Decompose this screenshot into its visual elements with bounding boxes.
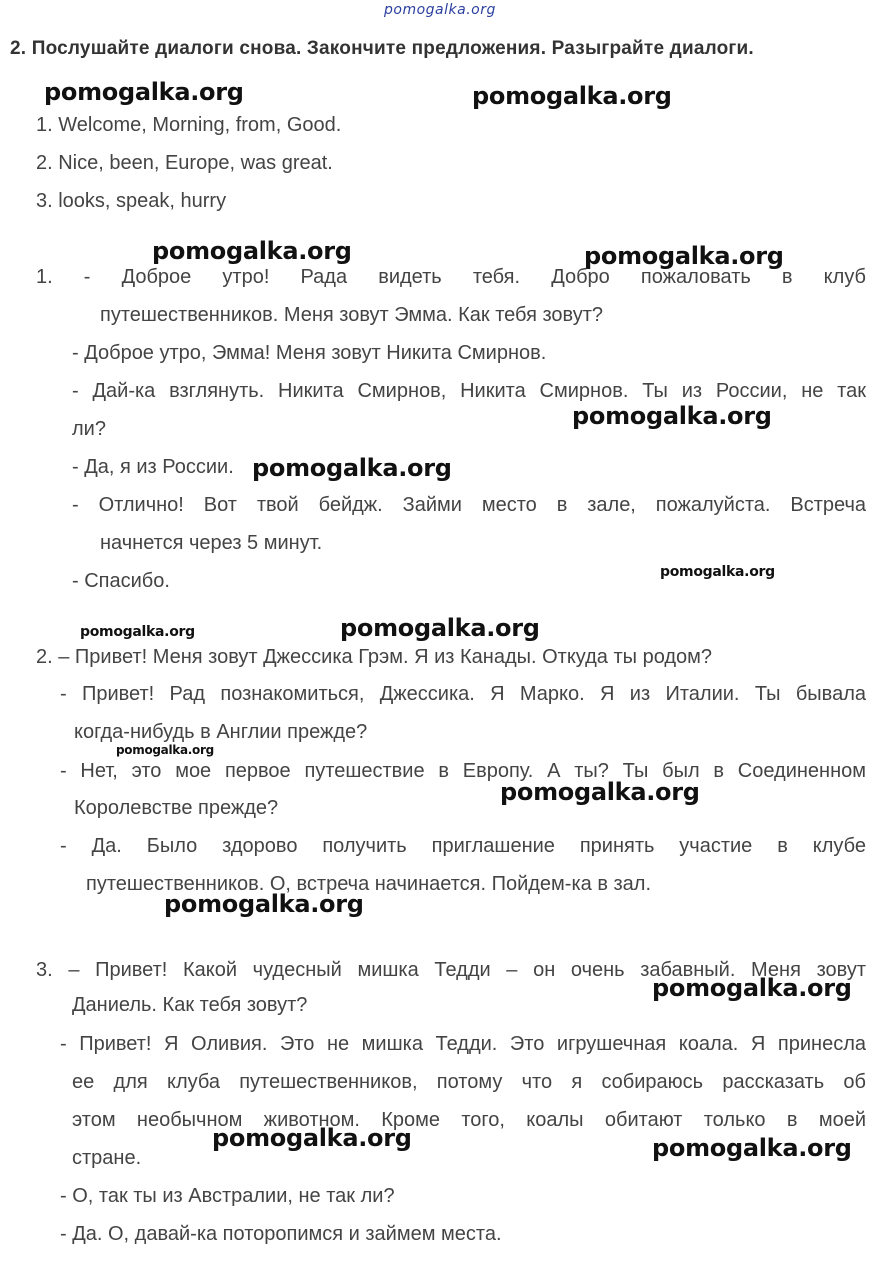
watermark: pomogalka.org [152,237,352,265]
dialogue-line: путешественников. О, встреча начинается. Пойдем-ка в зал. [86,873,652,895]
dialogue-line: 3. – Привет! Какой чудесный мишка Тедди – он очень забавный. Меня зовут [36,959,866,981]
watermark: pomogalka.org [164,890,364,918]
watermark: pomogalka.org [116,743,214,757]
watermark: pomogalka.org [44,78,244,106]
dialogue-line: Королевстве прежде? [74,797,279,819]
dialogue-line: - Доброе утро, Эмма! Меня зовут Никита Смирнов. [72,342,547,364]
watermark: pomogalka.org [584,242,784,270]
watermark: pomogalka.org [252,454,452,482]
dialogue-line: - Да. О, давай-ка поторопимся и займем места. [60,1223,502,1245]
watermark: pomogalka.org [660,564,775,580]
dialogue-line: - Привет! Рад познакомиться, Джессика. Я Марко. Я из Италии. Ты бывала [60,683,866,705]
watermark: pomogalka.org [500,778,700,806]
watermark: pomogalka.org [212,1124,412,1152]
dialogue-line: - Отлично! Вот твой бейдж. Займи место в зале, пожалуйста. Встреча [72,494,866,516]
dialogue-line: 1. - Доброе утро! Рада видеть тебя. Добро пожаловать в клуб [36,266,866,288]
dialogue-line: 2. – Привет! Меня зовут Джессика Грэм. Я из Канады. Откуда ты родом? [36,646,713,668]
dialogue-line: - Спасибо. [72,570,170,592]
dialogue-line: ее для клуба путешественников, потому что я собираюсь рассказать об [72,1071,866,1093]
dialogue-line: ли? [72,418,106,440]
watermark: pomogalka.org [80,624,195,640]
dialogue-line: Даниель. Как тебя зовут? [72,994,308,1016]
dialogue-line: начнется через 5 минут. [100,532,323,554]
exercise-heading: 2. Послушайте диалоги снова. Закончите предложения. Разыграйте диалоги. [10,38,754,59]
watermark: pomogalka.org [652,974,852,1002]
dialogue-line: - Нет, это мое первое путешествие в Европу. А ты? Ты был в Соединенном [60,760,866,782]
dialogue-line: этом необычном животном. Кроме того, коалы обитают только в моей [72,1109,866,1131]
watermark-top: pomogalka.org [384,2,496,18]
watermark: pomogalka.org [652,1134,852,1162]
dialogue-line: - Да. Было здорово получить приглашение принять участие в клубе [60,835,866,857]
dialogue-line: - Привет! Я Оливия. Это не мишка Тедди. Это игрушечная коала. Я принесла [60,1033,866,1055]
dialogue-line: - О, так ты из Австралии, не так ли? [60,1185,395,1207]
dialogue-line: - Дай-ка взглянуть. Никита Смирнов, Никита Смирнов. Ты из России, не так [72,380,866,402]
answer-line: 1. Welcome, Morning, from, Good. [36,114,342,136]
answer-line: 2. Nice, been, Europe, was great. [36,152,333,174]
dialogue-line: когда-нибудь в Англии прежде? [74,721,368,743]
watermark: pomogalka.org [340,614,540,642]
watermark: pomogalka.org [472,82,672,110]
dialogue-line: - Да, я из России. [72,456,234,478]
watermark: pomogalka.org [572,402,772,430]
answer-line: 3. looks, speak, hurry [36,190,227,212]
dialogue-line: стране. [72,1147,142,1169]
dialogue-line: путешественников. Меня зовут Эмма. Как тебя зовут? [100,304,603,326]
